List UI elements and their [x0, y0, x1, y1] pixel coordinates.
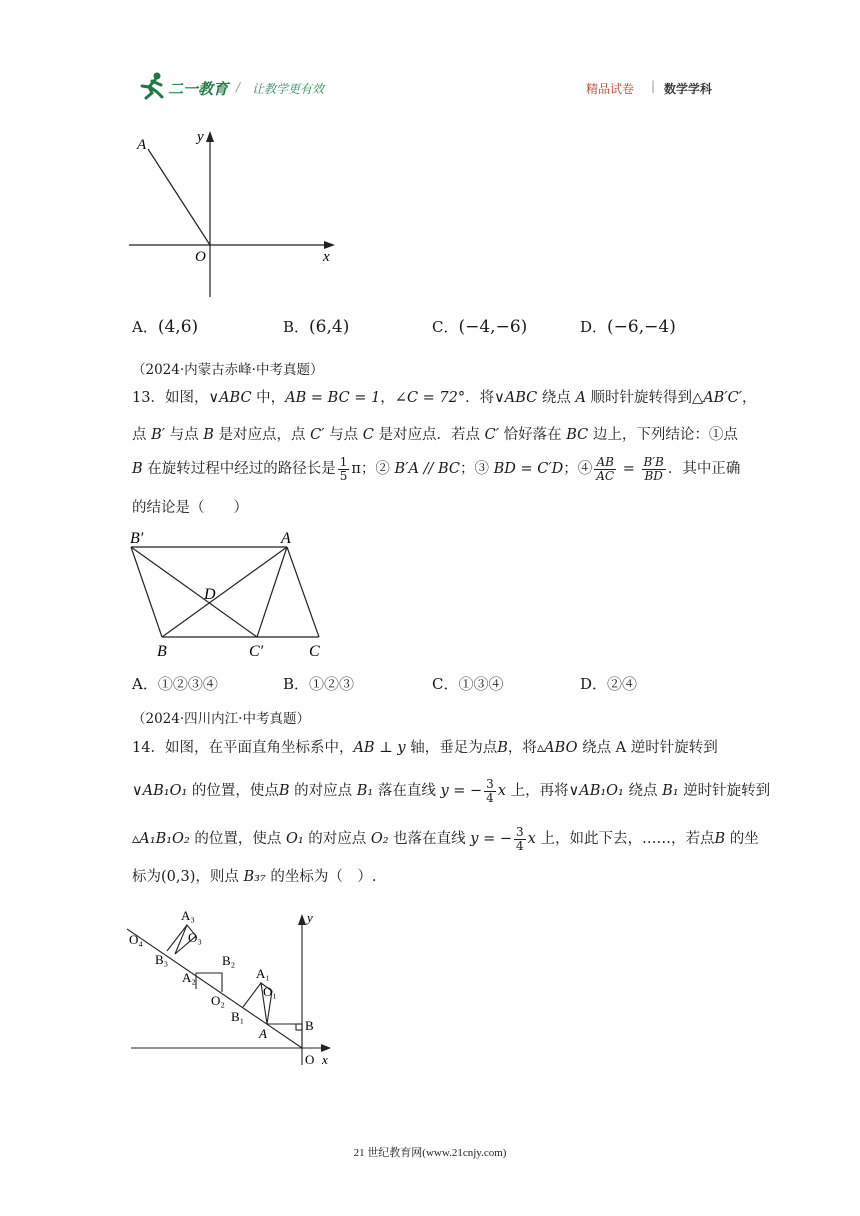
- label-y: y: [307, 910, 313, 925]
- q13-line-2: 点 B′ 与点 B 是对应点，点 C′ 与点 C 是对应点．若点 C′ 恰好落在 BC 边上，下列结论：①点: [132, 427, 738, 443]
- option-a[interactable]: A．①②③④: [132, 675, 218, 693]
- label-x: x: [322, 1052, 328, 1067]
- header-label-premium: 精品试卷: [586, 82, 635, 96]
- label-c: C: [309, 643, 320, 660]
- label-x: x: [323, 249, 330, 265]
- footer-text: 21 世纪教育网(www.21cnjy.com): [353, 1147, 507, 1159]
- q14-line-3: ▵A₁B₁O₂ 的位置，使点 O₁ 的对应点 O₂ 也落在直线 y = − $\frac{3}{4}$ x 上，如此下去，……，若点B 的坐: [132, 825, 759, 853]
- label-b2: B₂: [222, 953, 236, 968]
- label-o3: O₃: [188, 930, 202, 945]
- label-a3: A₃: [181, 908, 195, 923]
- label-o1: O₁: [263, 984, 277, 999]
- runner-logo-icon: [137, 70, 167, 100]
- q13-line-3: B 在旋转过程中经过的路径长是 $\frac{1}{5}$ π；② B′A // BC；③ BD = C′D；④ $\frac{AB}{AC}$ = $\frac{B'B}{BD}$ ．其中正确: [132, 455, 741, 483]
- option-b[interactable]: B．①②③: [283, 675, 355, 693]
- label-b3: B₃: [155, 952, 169, 967]
- logo-text: 二一教育: [168, 80, 229, 98]
- logo-divider: /: [236, 80, 241, 94]
- label-o2: O₂: [211, 993, 225, 1008]
- option-a[interactable]: A．(4,6): [132, 317, 199, 337]
- label-o: O: [305, 1052, 315, 1067]
- figure-q12-axes: [125, 125, 345, 300]
- label-a: A: [259, 1026, 267, 1041]
- q14-line-4: 标为(0,3)，则点 B₃₇ 的坐标为（ ）.: [132, 869, 377, 885]
- option-d[interactable]: D．(−6,−4): [580, 317, 676, 337]
- option-c[interactable]: C．①③④: [432, 675, 504, 693]
- label-a: A: [281, 530, 291, 547]
- header-label-subject: 数学学科: [664, 82, 713, 96]
- figure-q13-parallelogram: [125, 525, 340, 665]
- q14-line-1: 14．如图，在平面直角坐标系中，AB ⊥ y 轴，垂足为点B，将▵ABO 绕点 A 逆时针旋转到: [132, 740, 718, 756]
- label-a: A: [137, 137, 147, 153]
- option-c[interactable]: C．(−4,−6): [432, 317, 528, 337]
- logo-slogan: 让教学更有效: [252, 82, 325, 96]
- label-d: D: [204, 586, 216, 603]
- label-y: y: [197, 129, 204, 145]
- q14-line-2: ∨AB₁O₁ 的位置，使点B 的对应点 B₁ 落在直线 y = − $\frac{3}{4}$ x 上，再将∨AB₁O₁ 绕点 B₁ 逆时针旋转到: [132, 777, 771, 805]
- header-divider: |: [651, 79, 656, 93]
- option-d[interactable]: D．②④: [580, 675, 638, 693]
- label-o4: O₄: [129, 932, 143, 947]
- label-c-prime: C′: [249, 643, 264, 660]
- q13-line-1: 13．如图，∨ABC 中，AB = BC = 1，∠C = 72°．将∨ABC 绕点 A 顺时针旋转得到△AB′C′，: [132, 390, 757, 406]
- label-b1: B₁: [231, 1009, 245, 1024]
- label-a2: A₂: [182, 970, 196, 985]
- q14-source: （2024·四川内江·中考真题）: [132, 711, 310, 727]
- q13-source: （2024·内蒙古赤峰·中考真题）: [132, 362, 324, 378]
- label-b-prime: B′: [130, 530, 144, 547]
- label-a1: A₁: [256, 966, 270, 981]
- label-b: B: [157, 643, 167, 660]
- option-b[interactable]: B．(6,4): [283, 317, 350, 337]
- figure-q14-rotations: [125, 905, 345, 1070]
- label-o: O: [195, 249, 206, 265]
- label-b: B: [305, 1018, 314, 1033]
- q13-line-4: 的结论是（ ）: [132, 500, 248, 516]
